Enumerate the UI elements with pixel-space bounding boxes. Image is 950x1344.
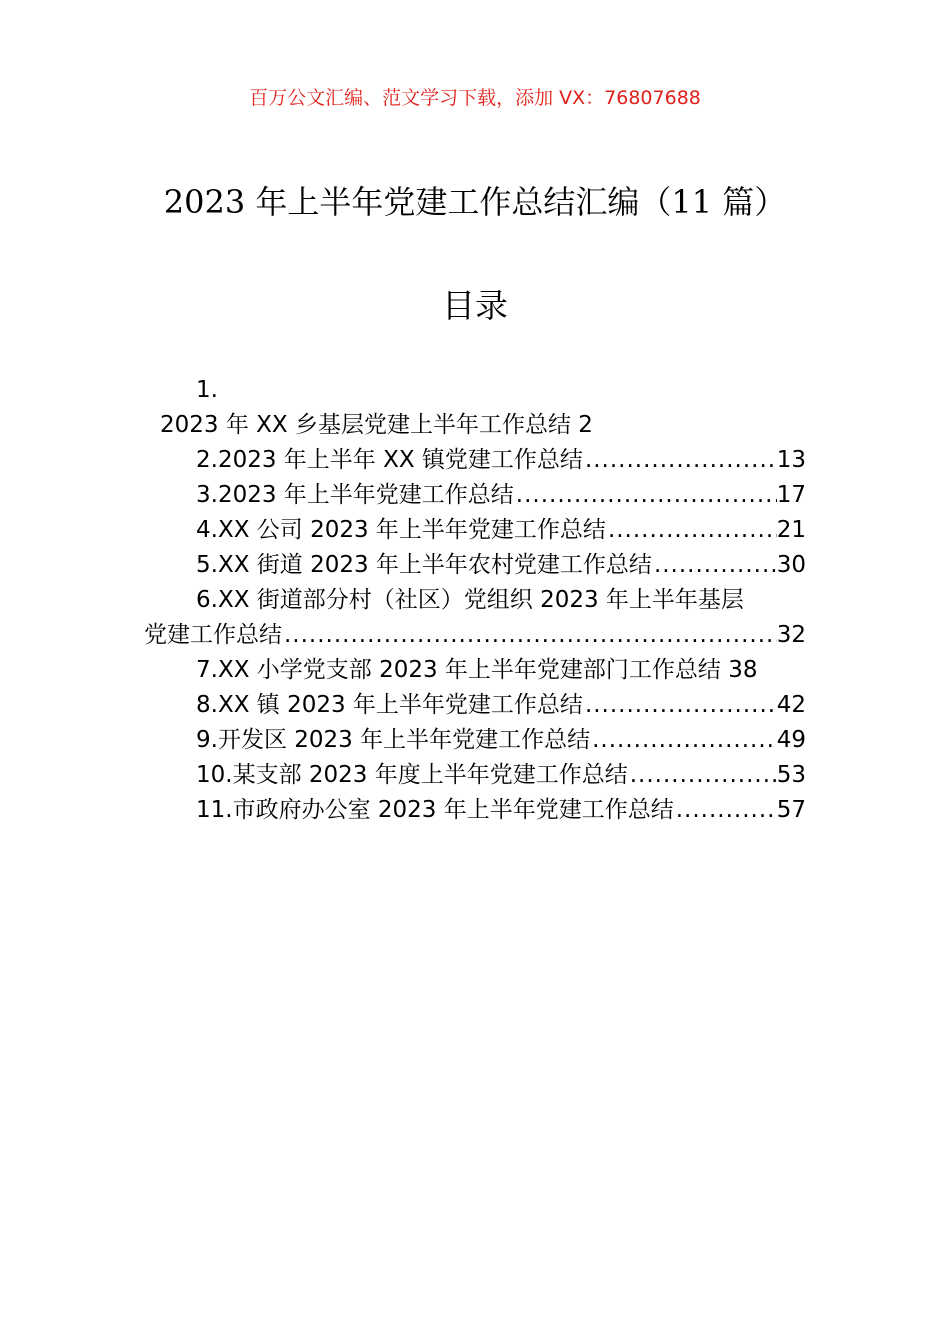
toc-item-8[interactable] bbox=[196, 688, 806, 722]
dot-leader bbox=[514, 478, 777, 512]
toc-item-title: 3.2023 年上半年党建工作总结 bbox=[196, 482, 514, 508]
toc-item-6-line1[interactable]: 6.XX 街道部分村（社区）党组织 2023 年上半年基层 bbox=[196, 587, 744, 613]
toc-item-2[interactable] bbox=[196, 443, 806, 477]
toc-item-title: 2.2023 年上半年 XX 镇党建工作总结 bbox=[196, 447, 583, 473]
toc-item-page: 49 bbox=[776, 727, 806, 753]
toc-item-title: 9.开发区 2023 年上半年党建工作总结 bbox=[196, 727, 591, 753]
toc-item-4[interactable] bbox=[196, 513, 806, 547]
dot-leader bbox=[590, 723, 777, 757]
toc-item-9[interactable] bbox=[196, 723, 806, 757]
toc-item-title: 11.市政府办公室 2023 年上半年党建工作总结 bbox=[196, 797, 674, 823]
toc-item-title: 党建工作总结 bbox=[144, 622, 282, 648]
toc-item-page: 42 bbox=[776, 692, 806, 718]
toc-item-title: 10.某支部 2023 年度上半年党建工作总结 bbox=[196, 762, 628, 788]
toc-item-page: 53 bbox=[776, 762, 806, 788]
dot-leader bbox=[583, 688, 777, 722]
toc-item-title: 8.XX 镇 2023 年上半年党建工作总结 bbox=[196, 692, 583, 718]
toc-item-page: 57 bbox=[776, 797, 806, 823]
toc-item-title: 4.XX 公司 2023 年上半年党建工作总结 bbox=[196, 517, 606, 543]
dot-leader bbox=[674, 793, 777, 827]
toc-item-6-line2[interactable] bbox=[144, 618, 806, 652]
toc-item-10[interactable] bbox=[196, 758, 806, 792]
dot-leader bbox=[652, 548, 777, 582]
dot-leader bbox=[282, 618, 777, 652]
toc-item-title: 5.XX 街道 2023 年上半年农村党建工作总结 bbox=[196, 552, 652, 578]
header-note: 百万公文汇编、范文学习下载，添加 VX：76807688 bbox=[249, 87, 701, 109]
toc-item-page: 13 bbox=[776, 447, 806, 473]
toc-item-page: 32 bbox=[776, 622, 806, 648]
toc-item-3[interactable] bbox=[196, 478, 806, 512]
toc-item-page: 21 bbox=[776, 517, 806, 543]
dot-leader bbox=[583, 443, 777, 477]
toc-item-5[interactable] bbox=[196, 548, 806, 582]
document-title: 2023 年上半年党建工作总结汇编（11 篇） bbox=[163, 183, 787, 221]
toc-item-1-title[interactable]: 2023 年 XX 乡基层党建上半年工作总结 2 bbox=[160, 412, 593, 438]
toc-item-1-number[interactable]: 1. bbox=[196, 377, 218, 403]
toc-item-11[interactable] bbox=[196, 793, 806, 827]
toc-item-page: 30 bbox=[776, 552, 806, 578]
toc-item-7[interactable]: 7.XX 小学党支部 2023 年上半年党建部门工作总结 38 bbox=[196, 657, 758, 683]
toc-heading: 目录 bbox=[442, 286, 508, 325]
toc-item-page: 17 bbox=[776, 482, 806, 508]
dot-leader bbox=[628, 758, 777, 792]
dot-leader bbox=[606, 513, 777, 547]
